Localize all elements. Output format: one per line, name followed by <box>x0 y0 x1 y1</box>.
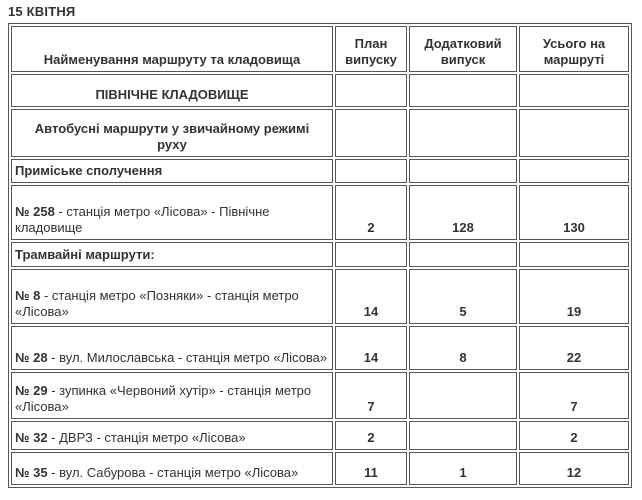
plan-cell: 2 <box>335 421 407 450</box>
section-label: Автобусні маршрути у звичайному режимі руху <box>34 121 310 152</box>
route-name-cell <box>11 185 333 240</box>
plan-cell: 14 <box>335 326 407 370</box>
plan-cell: 7 <box>335 372 407 419</box>
route-name-cell <box>11 421 333 450</box>
section-label: ПІВНІЧНЕ КЛАДОВИЩЕ <box>95 87 249 102</box>
routes-table <box>8 23 632 488</box>
empty-cell <box>335 242 407 267</box>
empty-cell <box>519 242 629 267</box>
plan-cell: 14 <box>335 269 407 324</box>
route-name-cell <box>11 269 333 324</box>
empty-cell <box>519 109 629 157</box>
plan-cell: 2 <box>335 185 407 240</box>
route-description: - станція метро «Лісова» - Північне кладовище <box>15 204 270 235</box>
route-name-cell <box>11 372 333 419</box>
route-number: № 32 <box>15 430 48 445</box>
extra-cell: 128 <box>409 185 517 240</box>
empty-cell <box>409 159 517 183</box>
empty-cell <box>409 109 517 157</box>
section-label: Трамвайні маршрути: <box>15 247 155 262</box>
empty-cell <box>335 74 407 107</box>
route-row-35 <box>11 452 629 485</box>
route-row-32 <box>11 421 629 450</box>
section-row-bus-routes <box>11 109 629 157</box>
page-title: 15 КВІТНЯ <box>8 4 76 19</box>
empty-cell <box>335 159 407 183</box>
col-header-extra: Додатковий випуск <box>409 26 517 72</box>
route-description: - вул. Милославська - станція метро «Лісова» <box>47 350 328 365</box>
plan-cell: 11 <box>335 452 407 485</box>
section-row-suburban <box>11 159 629 183</box>
extra-cell: 8 <box>409 326 517 370</box>
route-description: - вул. Сабурова - станція метро «Лісова» <box>47 465 299 480</box>
extra-cell: 1 <box>409 452 517 485</box>
route-name-cell <box>11 452 333 485</box>
section-label-cell <box>11 109 333 157</box>
empty-cell <box>519 159 629 183</box>
extra-cell <box>409 372 517 419</box>
section-label-cell <box>11 159 333 183</box>
total-cell: 19 <box>519 269 629 324</box>
table-header-row <box>11 26 629 72</box>
total-cell: 12 <box>519 452 629 485</box>
route-number: № 28 <box>15 350 48 365</box>
section-row-cemetery <box>11 74 629 107</box>
section-label-cell <box>11 74 333 107</box>
col-header-route-name: Найменування маршруту та кладовища <box>11 26 333 72</box>
section-label-cell <box>11 242 333 267</box>
extra-cell: 5 <box>409 269 517 324</box>
empty-cell <box>409 74 517 107</box>
total-cell: 22 <box>519 326 629 370</box>
route-name-cell <box>11 326 333 370</box>
route-number: № 8 <box>15 288 41 303</box>
route-description: - зупинка «Червоний хутір» - станція метро «Лісова» <box>15 383 312 414</box>
total-cell: 130 <box>519 185 629 240</box>
route-number: № 35 <box>15 465 48 480</box>
route-row-28 <box>11 326 629 370</box>
col-header-total: Усього на маршруті <box>519 26 629 72</box>
section-row-tram-routes <box>11 242 629 267</box>
route-row-258 <box>11 185 629 240</box>
section-label: Приміське сполучення <box>15 163 163 178</box>
col-header-plan: План випуску <box>335 26 407 72</box>
empty-cell <box>519 74 629 107</box>
route-row-8 <box>11 269 629 324</box>
empty-cell <box>409 242 517 267</box>
route-number: № 258 <box>15 204 55 219</box>
empty-cell <box>335 109 407 157</box>
route-description: - ДВРЗ - станція метро «Лісова» <box>47 430 246 445</box>
total-cell: 2 <box>519 421 629 450</box>
route-row-29 <box>11 372 629 419</box>
extra-cell <box>409 421 517 450</box>
total-cell: 7 <box>519 372 629 419</box>
route-number: № 29 <box>15 383 48 398</box>
route-description: - станція метро «Позняки» - станція метро «Лісова» <box>15 288 299 319</box>
